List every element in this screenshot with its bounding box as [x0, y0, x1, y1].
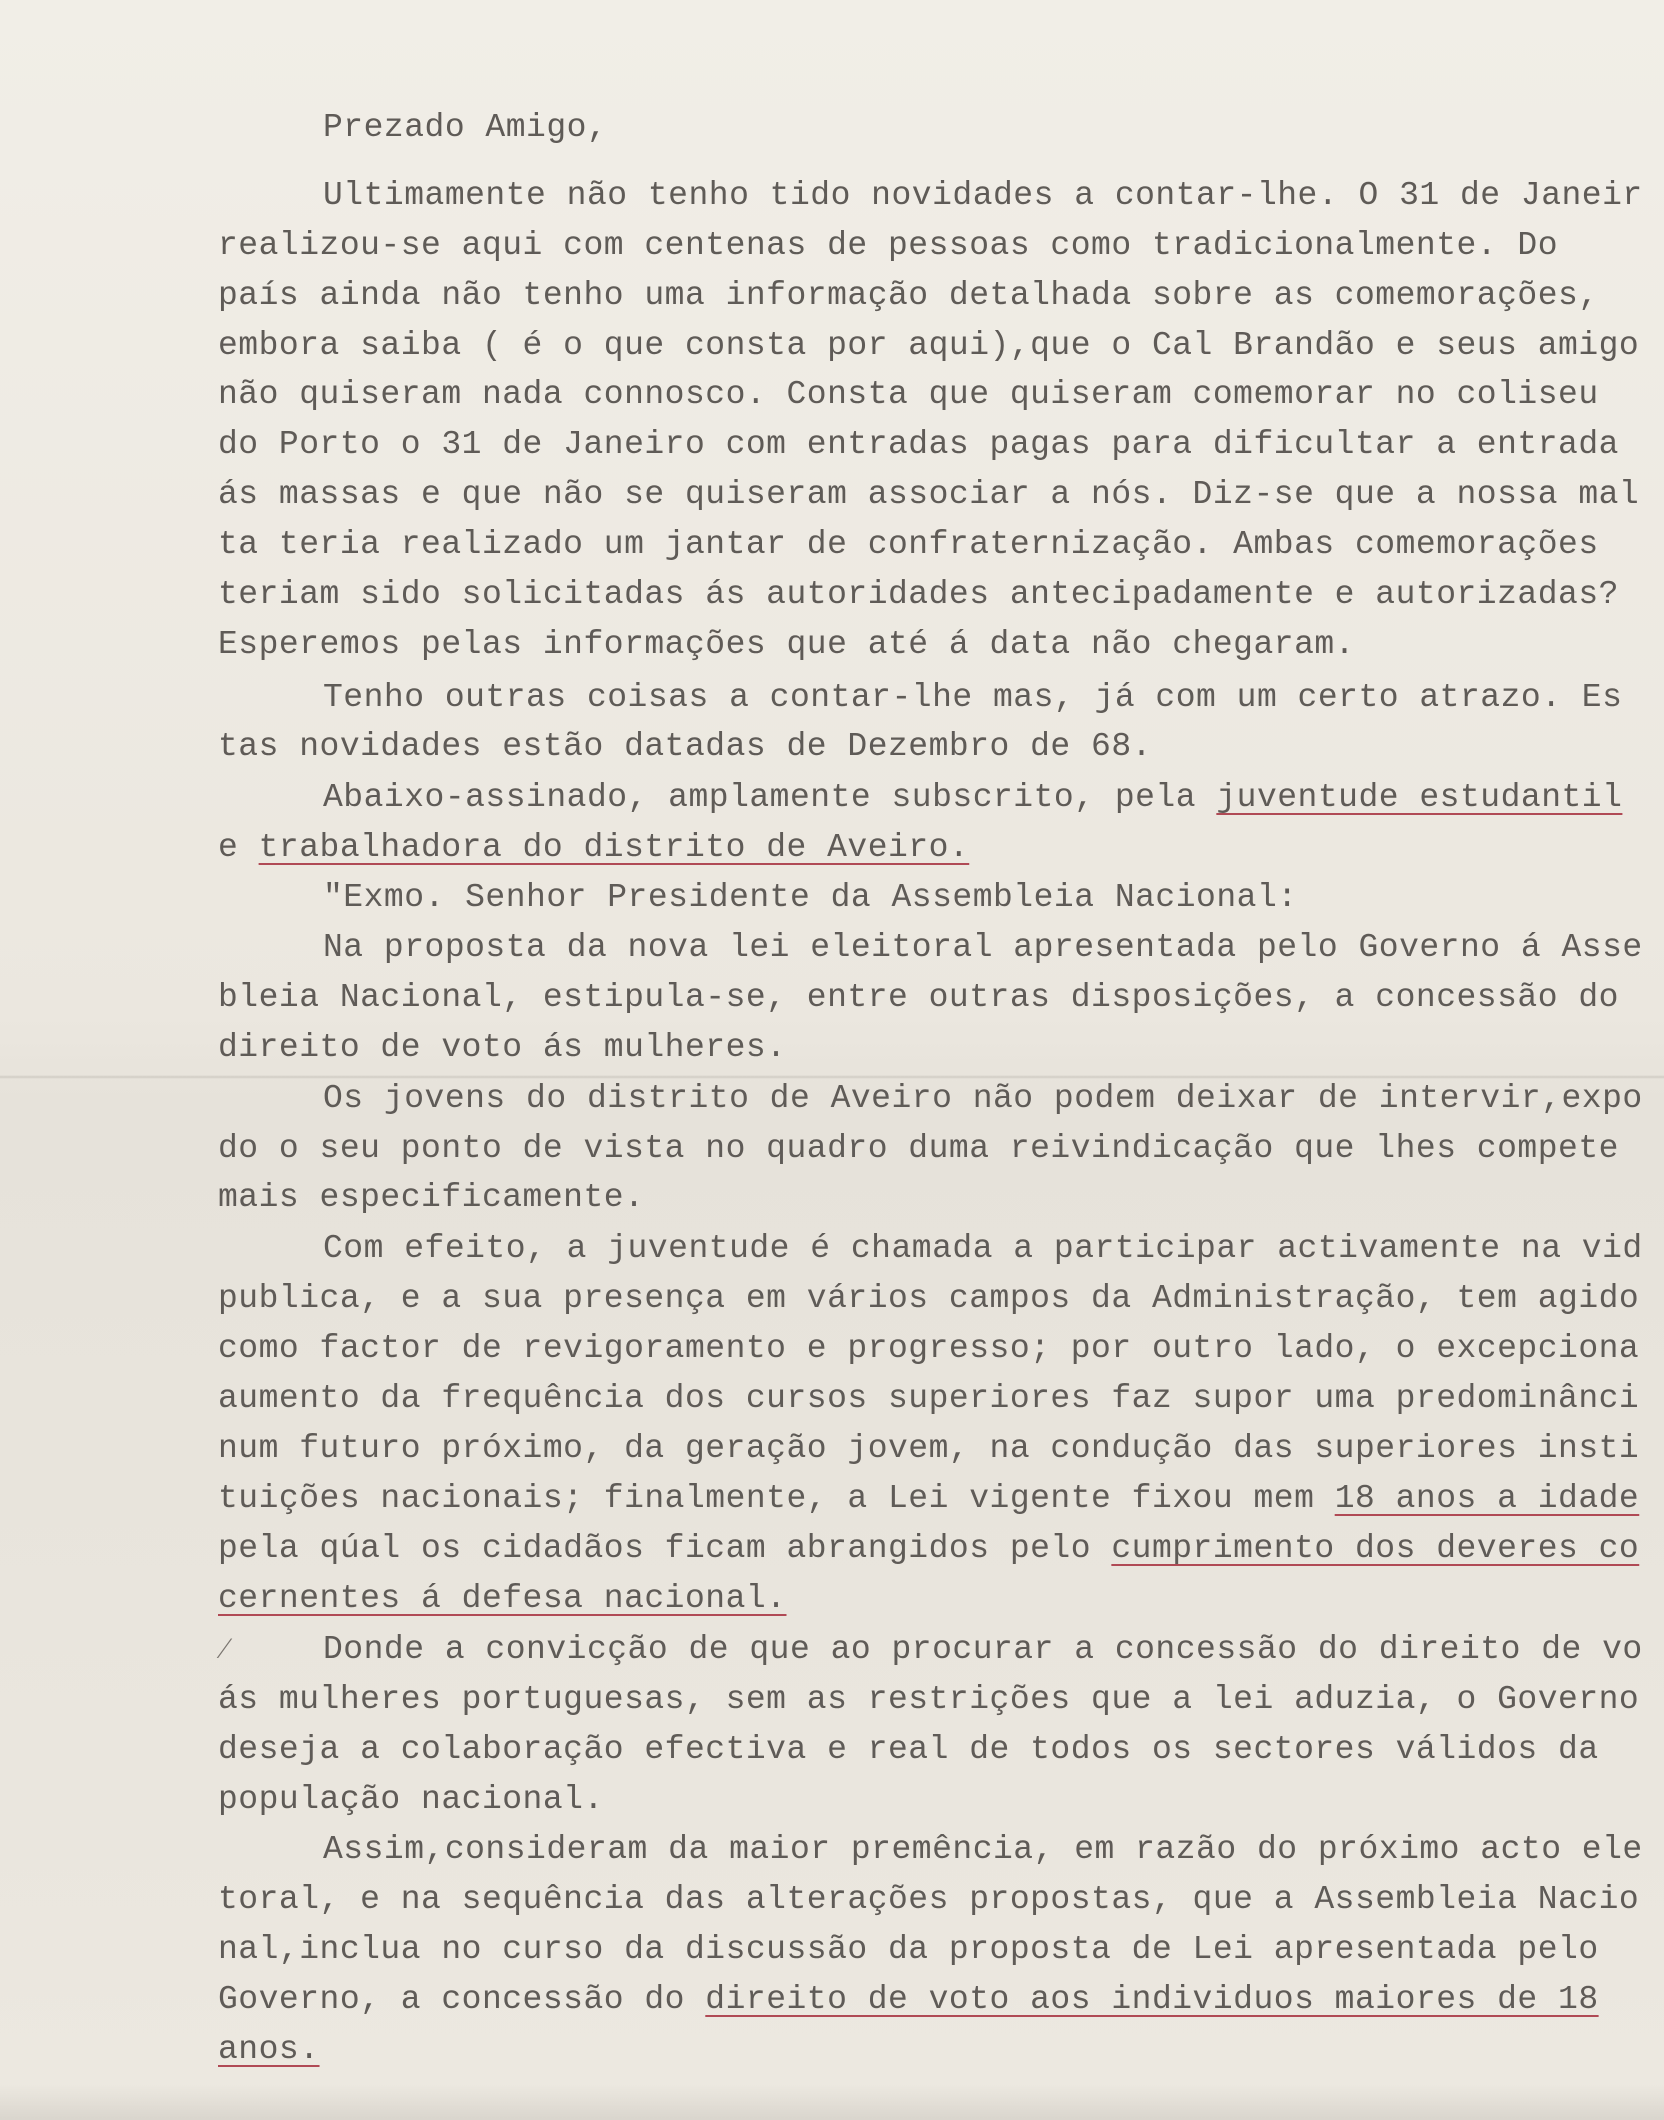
letter-line: país ainda não tenho uma informação detalhada sobre as comemorações,	[218, 277, 1599, 314]
letter-line: teriam sido solicitadas ás autoridades antecipadamente e autorizadas?	[218, 576, 1619, 613]
underlined-text: cernentes á defesa nacional.	[218, 1580, 787, 1617]
underlined-text: cumprimento dos deveres co	[1111, 1530, 1640, 1567]
letter-line	[323, 778, 1622, 818]
letter-line: do Porto o 31 de Janeiro com entradas pagas para dificultar a entrada	[218, 426, 1619, 463]
letter-line: Esperemos pelas informações que até á data não chegaram.	[218, 626, 1355, 663]
letter-line: tas novidades estão datadas de Dezembro de 68.	[218, 728, 1152, 765]
underlined-text: 18 anos a idade	[1334, 1480, 1640, 1517]
letter-line: publica, e a sua presença em vários campos da Administração, tem agido	[218, 1280, 1640, 1317]
letter-line: ta teria realizado um jantar de confraternização. Ambas comemorações	[218, 526, 1599, 563]
letter-line: "Exmo. Senhor Presidente da Assembleia Nacional:	[323, 879, 1298, 916]
letter-line	[218, 2030, 320, 2070]
letter-line	[218, 828, 969, 868]
letter-line: mais especificamente.	[218, 1179, 645, 1216]
letter-line	[218, 1980, 1599, 2020]
letter-line: toral, e na sequência das alterações propostas, que a Assembleia Nacio	[218, 1881, 1640, 1918]
line-text: Abaixo-assinado, amplamente subscrito, pela	[323, 779, 1217, 816]
underlined-text: trabalhadora do distrito de Aveiro.	[258, 829, 970, 866]
letter-line: Na proposta da nova lei eleitoral apresentada pelo Governo á Asse	[323, 929, 1643, 966]
paper-bottom-edge	[0, 2085, 1664, 2120]
line-text: e	[218, 829, 259, 866]
letter-line: como factor de revigoramento e progresso; por outro lado, o excepciona	[218, 1330, 1640, 1367]
line-text: tuições nacionais; finalmente, a Lei vigente fixou mem	[218, 1480, 1335, 1517]
letter-line	[218, 1529, 1639, 1569]
letter-line: nal,inclua no curso da discussão da proposta de Lei apresentada pelo	[218, 1931, 1599, 1968]
line-text: pela qúal os cidadãos ficam abrangidos pelo	[218, 1530, 1112, 1567]
letter-line: direito de voto ás mulheres.	[218, 1029, 787, 1066]
letter-line: ás massas e que não se quiseram associar a nós. Diz-se que a nossa mal	[218, 476, 1640, 513]
letter-line	[218, 1579, 787, 1619]
letter-line: num futuro próximo, da geração jovem, na condução das superiores insti	[218, 1430, 1640, 1467]
underlined-text: anos.	[218, 2031, 320, 2068]
margin-mark-icon: ⁄	[222, 1632, 228, 1665]
letter-line: população nacional.	[218, 1781, 604, 1818]
letter-line: Os jovens do distrito de Aveiro não podem deixar de intervir,expo	[323, 1080, 1643, 1117]
salutation: Prezado Amigo,	[323, 109, 608, 146]
letter-line	[218, 1479, 1639, 1519]
letter-line: Ultimamente não tenho tido novidades a contar-lhe. O 31 de Janeir	[323, 177, 1643, 214]
line-text: Governo, a concessão do	[218, 1981, 706, 2018]
letter-line: ás mulheres portuguesas, sem as restrições que a lei aduzia, o Governo	[218, 1681, 1640, 1718]
underlined-text: juventude estudantil	[1216, 779, 1623, 816]
letter-line: Assim,consideram da maior premência, em razão do próximo acto ele	[323, 1831, 1643, 1868]
letter-line: não quiseram nada connosco. Consta que quiseram comemorar no coliseu	[218, 376, 1599, 413]
letter-line: do o seu ponto de vista no quadro duma reivindicação que lhes compete	[218, 1130, 1619, 1167]
letter-line: Tenho outras coisas a contar-lhe mas, já com um certo atrazo. Es	[323, 679, 1623, 716]
letter-line: Com efeito, a juventude é chamada a participar activamente na vid	[323, 1230, 1643, 1267]
letter-line: deseja a colaboração efectiva e real de todos os sectores válidos da	[218, 1731, 1599, 1768]
underlined-text: direito de voto aos individuos maiores de 18	[705, 1981, 1599, 2018]
letter-line: bleia Nacional, estipula-se, entre outras disposições, a concessão do	[218, 979, 1619, 1016]
letter-line: aumento da frequência dos cursos superiores faz supor uma predominânci	[218, 1380, 1640, 1417]
letter-line: realizou-se aqui com centenas de pessoas como tradicionalmente. Do	[218, 227, 1559, 264]
letter-line: Donde a convicção de que ao procurar a concessão do direito de vo	[323, 1631, 1643, 1668]
letter-line: embora saiba ( é o que consta por aqui),que o Cal Brandão e seus amigo	[218, 327, 1640, 364]
